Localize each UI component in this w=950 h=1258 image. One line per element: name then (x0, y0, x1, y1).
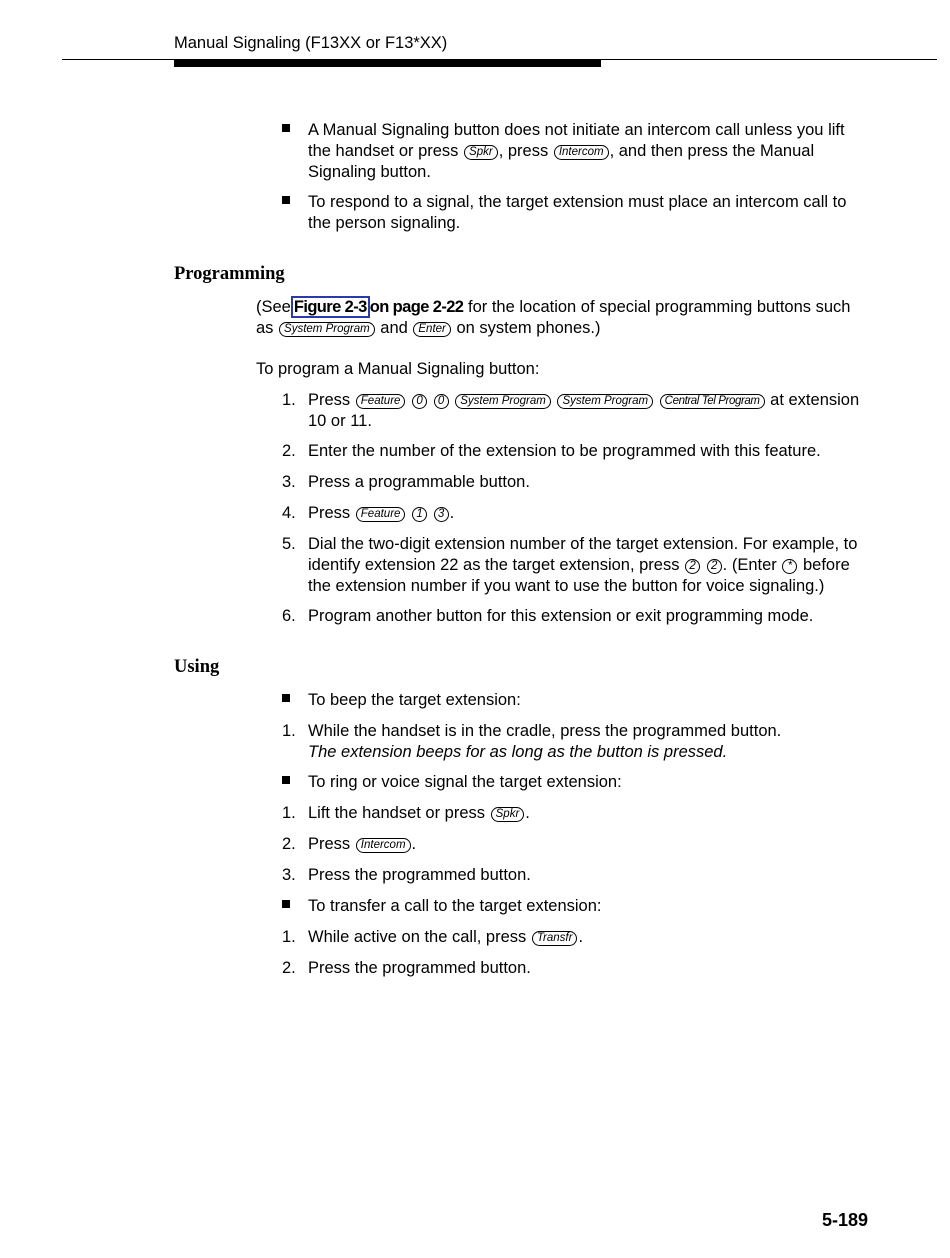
ring-step-2: 2. Press Intercom . (282, 835, 417, 853)
intercom-key: Intercom (554, 145, 609, 160)
digit-3-key: 3 (434, 507, 449, 522)
digit-2-key: 2 (685, 559, 700, 574)
digit-0-key: 0 (434, 394, 449, 409)
using-bullet-transfer: To transfer a call to the target extension: (282, 896, 872, 917)
beep-step-1: 1. While the handset is in the cradle, press the programmed button. The extension beeps for as long as the button is pressed. (282, 722, 782, 761)
using-heading: Using (174, 657, 220, 677)
program-step-4: 4. Press Feature 1 3 . (282, 504, 455, 522)
bullet-marker (282, 124, 290, 132)
program-step-2: 2. Enter the number of the extension to be programmed with this feature. (282, 442, 821, 460)
program-step-5: 5. Dial the two-digit extension number of the target extension. For example, to identify extension 22 as the target extension, press 2 2 . (Enter * before the extension number if you want to use the button for voice signaling.) (282, 535, 858, 595)
program-lead: To program a Manual Signaling button: (256, 360, 540, 378)
bullet-marker (282, 776, 290, 784)
page-number: 5-189 (821, 1210, 868, 1230)
bullet-marker (282, 196, 290, 204)
page-reference: on page 2-22 (369, 298, 464, 316)
transfr-key: Transfr (532, 931, 578, 946)
header-bar (174, 60, 601, 67)
figure-2-3-link[interactable]: Figure 2-3 (291, 296, 370, 318)
digit-2-key: 2 (707, 559, 722, 574)
feature-key: Feature (356, 394, 406, 409)
central-tel-program-key: Central Tel Program (660, 394, 765, 409)
ring-step-3: 3. Press the programmed button. (282, 866, 531, 884)
intro-bullet-1: A Manual Signaling button does not initiate an intercom call unless you lift the handset or press Spkr , press Intercom , and then press the Manual Signaling button. (282, 120, 872, 182)
system-program-key: System Program (279, 322, 375, 337)
using-bullet-beep: To beep the target extension: (282, 690, 872, 711)
system-program-key: System Program (455, 394, 551, 409)
program-step-3: 3. Press a programmable button. (282, 473, 530, 491)
enter-key: Enter (413, 322, 451, 337)
program-step-1: 1. Press Feature 0 0 System Program System Program Central Tel Program at extension 10 or 11. (282, 391, 860, 430)
bullet-marker (282, 694, 290, 702)
ring-step-1: 1. Lift the handset or press Spkr . (282, 804, 530, 822)
running-header: Manual Signaling (F13XX or F13*XX) (174, 34, 448, 52)
using-bullet-ring: To ring or voice signal the target extension: (282, 772, 872, 793)
star-key: * (782, 559, 797, 574)
beep-result-note: The extension beeps for as long as the button is pressed. (308, 742, 728, 761)
feature-key: Feature (356, 507, 406, 522)
system-program-key: System Program (557, 394, 653, 409)
bullet-marker (282, 900, 290, 908)
see-reference-paragraph: (See Figure 2-3 on page 2-22 for the location of special programming buttons such as System Program and Enter on system phones.) (256, 298, 851, 337)
digit-0-key: 0 (412, 394, 427, 409)
programming-heading: Programming (174, 264, 285, 284)
transfer-step-1: 1. While active on the call, press Transfr . (282, 928, 584, 946)
program-step-6: 6. Program another button for this extension or exit programming mode. (282, 607, 814, 625)
spkr-key: Spkr (464, 145, 498, 160)
transfer-step-2: 2. Press the programmed button. (282, 959, 531, 977)
intro-bullet-2: To respond to a signal, the target extension must place an intercom call to the person signaling. (282, 192, 872, 234)
spkr-key: Spkr (491, 807, 525, 822)
intercom-key: Intercom (356, 838, 411, 853)
digit-1-key: 1 (412, 507, 427, 522)
